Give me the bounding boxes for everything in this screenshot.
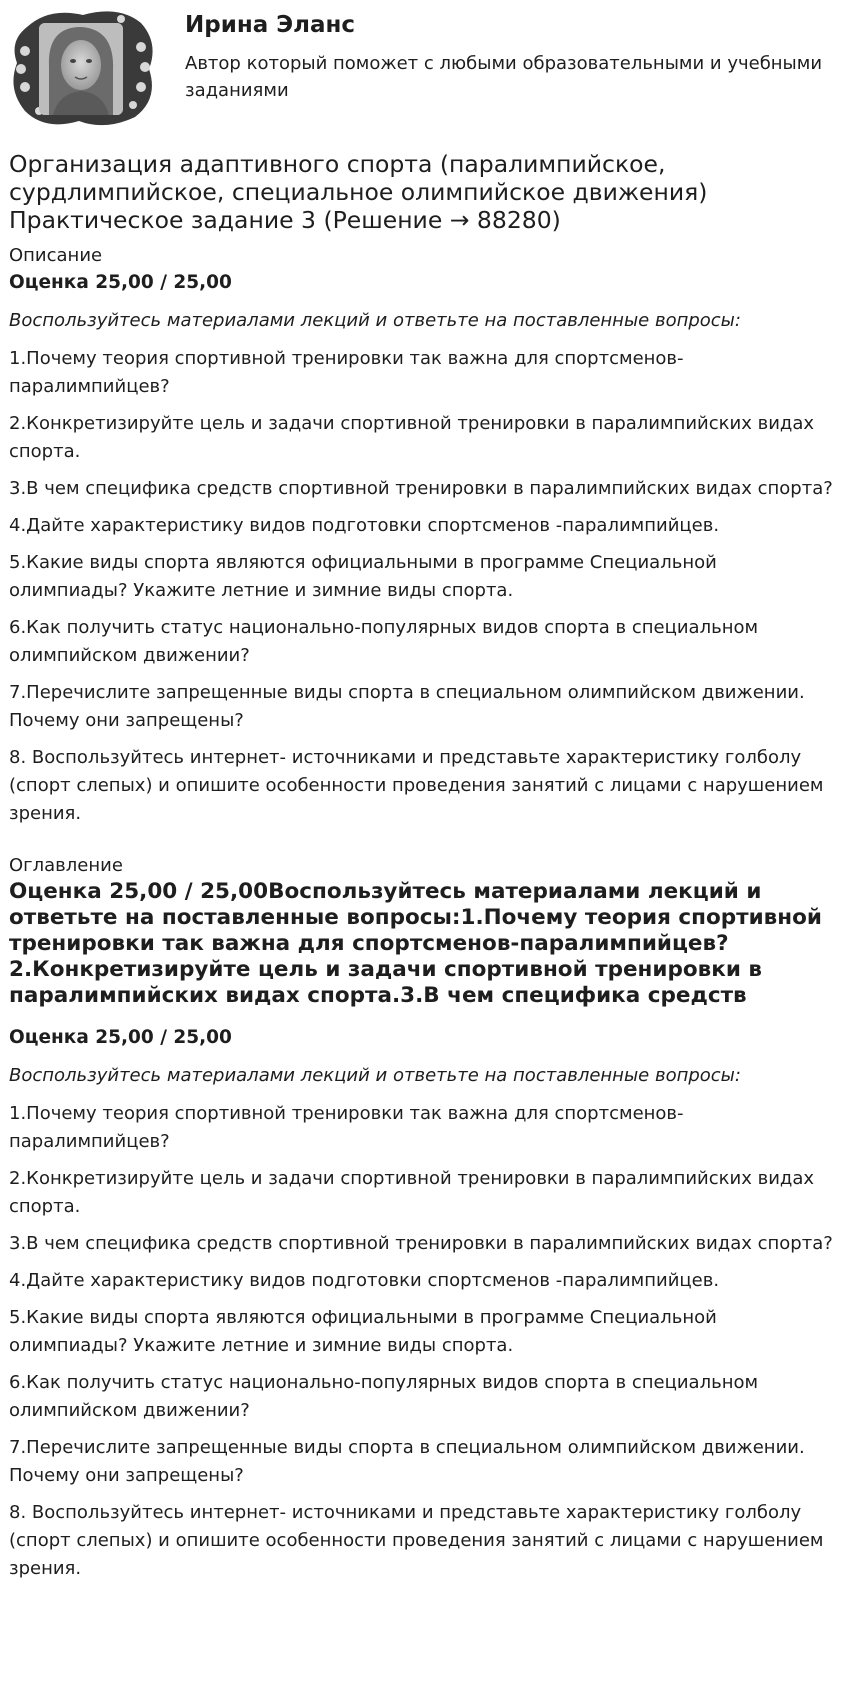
question-item: 8. Воспользуйтесь интернет- источниками и представьте характеристику голболу (спорт слепых) и опишите особенности проведения занятий с лицами с нарушением зрения. [9, 747, 824, 824]
toc-grade: Оценка 25,00 / 25,00 [9, 1027, 232, 1048]
toc-question-item: 1.Почему теория спортивной тренировки так важна для спортсменов-паралимпийцев? [9, 1103, 684, 1152]
question-item: 4.Дайте характеристику видов подготовки спортсменов -паралимпийцев. [9, 515, 720, 536]
toc-heading: Оценка 25,00 / 25,00Воспользуйтесь материалами лекций и ответьте на поставленные вопросы:1.Почему теория спортивной тренировки так важна для спортсменов-паралимпийцев?2.Конкретизируйте цель и задачи спортивной тренировки в паралимпийских видах спорта.3.В чем специфика средств [9, 879, 822, 1008]
question-item: 5.Какие виды спорта являются официальными в программе Специальной олимпиады? Укажите летние и зимние виды спорта. [9, 552, 717, 601]
intro-text: Воспользуйтесь материалами лекций и ответьте на поставленные вопросы: [9, 310, 741, 331]
question-item: 3.В чем специфика средств спортивной тренировки в паралимпийских видах спорта? [9, 478, 833, 499]
question-item: 1.Почему теория спортивной тренировки так важна для спортсменов-паралимпийцев? [9, 348, 684, 397]
author-description: Автор который поможет с любыми образовательными и учебными заданиями [185, 53, 823, 101]
toc-question-item: 6.Как получить статус национально-популярных видов спорта в специальном олимпийском движении? [9, 1372, 759, 1421]
toc-question-item: 4.Дайте характеристику видов подготовки спортсменов -паралимпийцев. [9, 1270, 720, 1291]
toc-question-item: 5.Какие виды спорта являются официальными в программе Специальной олимпиады? Укажите летние и зимние виды спорта. [9, 1307, 717, 1356]
grade: Оценка 25,00 / 25,00 [9, 272, 232, 293]
toc-label: Оглавление [9, 855, 123, 876]
author-info [185, 10, 825, 104]
toc-intro-text: Воспользуйтесь материалами лекций и ответьте на поставленные вопросы: [9, 1065, 741, 1086]
question-item: 2.Конкретизируйте цель и задачи спортивной тренировки в паралимпийских видах спорта. [9, 413, 815, 462]
author-header [9, 0, 835, 132]
toc-question-item: 3.В чем специфика средств спортивной тренировки в паралимпийских видах спорта? [9, 1233, 833, 1254]
toc-question-item: 2.Конкретизируйте цель и задачи спортивной тренировки в паралимпийских видах спорта. [9, 1168, 815, 1217]
toc-question-item: 7.Перечислите запрещенные виды спорта в специальном олимпийском движении. Почему они запрещены? [9, 1437, 805, 1486]
author-avatar[interactable] [9, 7, 157, 129]
toc-question-item: 8. Воспользуйтесь интернет- источниками и представьте характеристику голболу (спорт слепых) и опишите особенности проведения занятий с лицами с нарушением зрения. [9, 1502, 824, 1579]
question-item: 7.Перечислите запрещенные виды спорта в специальном олимпийском движении. Почему они запрещены? [9, 682, 805, 731]
description-label: Описание [9, 245, 103, 266]
page-title: Организация адаптивного спорта (паралимпийское, сурдлимпийское, специальное олимпийское движения) Практическое задание 3 (Решение → 88280) [9, 150, 708, 234]
author-name[interactable]: Ирина Эланс [185, 12, 356, 38]
toc-question-list [9, 1100, 835, 1583]
question-item: 6.Как получить статус национально-популярных видов спорта в специальном олимпийском движении? [9, 617, 759, 666]
document-body [9, 150, 835, 1583]
question-list [9, 345, 835, 828]
